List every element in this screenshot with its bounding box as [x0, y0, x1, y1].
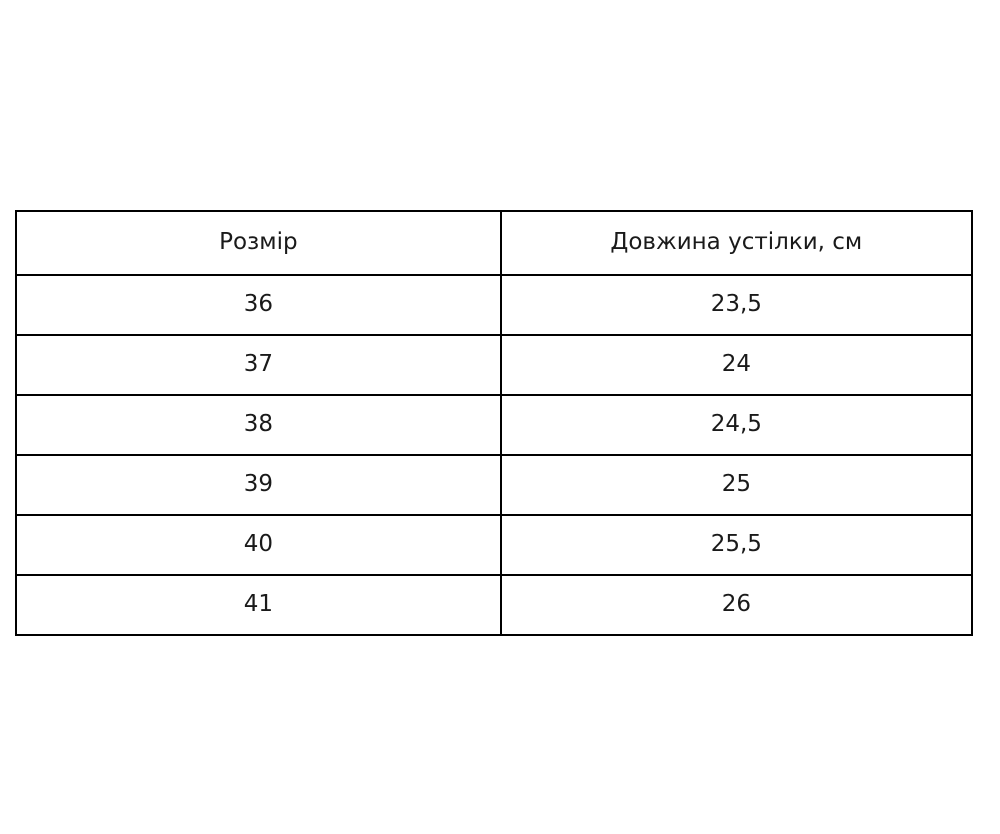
cell-insole-length: 24 [501, 335, 972, 395]
size-chart-table [15, 210, 973, 636]
table-header-row [16, 211, 972, 275]
column-header-insole-length: Довжина устілки, см [501, 211, 972, 275]
table-row [16, 335, 972, 395]
cell-insole-length: 25,5 [501, 515, 972, 575]
table-row [16, 275, 972, 335]
table-header [16, 211, 972, 275]
table-row [16, 515, 972, 575]
cell-size: 40 [16, 515, 501, 575]
table-row [16, 395, 972, 455]
cell-size: 38 [16, 395, 501, 455]
cell-insole-length: 24,5 [501, 395, 972, 455]
table-row [16, 455, 972, 515]
cell-size: 41 [16, 575, 501, 635]
column-header-size: Розмір [16, 211, 501, 275]
cell-insole-length: 26 [501, 575, 972, 635]
cell-insole-length: 25 [501, 455, 972, 515]
cell-size: 39 [16, 455, 501, 515]
table-row [16, 575, 972, 635]
size-table-container [15, 210, 973, 636]
cell-size: 36 [16, 275, 501, 335]
cell-insole-length: 23,5 [501, 275, 972, 335]
cell-size: 37 [16, 335, 501, 395]
table-body [16, 275, 972, 635]
